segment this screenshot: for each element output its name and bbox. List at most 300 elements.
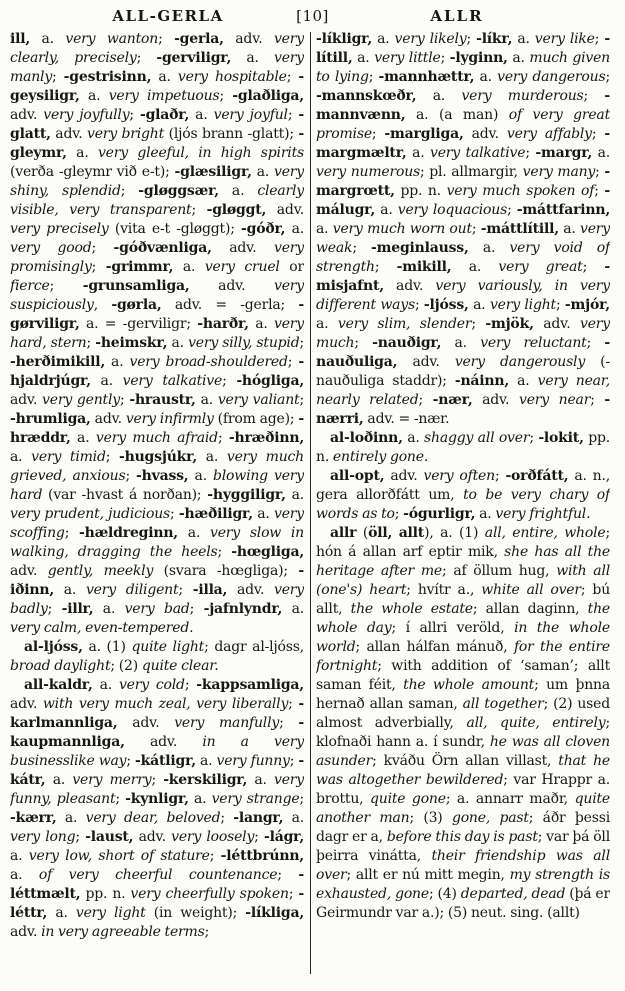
headword: -mannhættr, — [378, 69, 475, 85]
text-run: ; — [126, 753, 135, 769]
translation: very loquacious — [397, 202, 508, 218]
translation: very long — [10, 829, 76, 845]
page-number: [10] — [296, 7, 329, 25]
text-run: ; — [287, 354, 299, 370]
headword: -hugsjúkr, — [118, 449, 197, 465]
text-run: a. — [10, 867, 39, 883]
translation: all together — [462, 696, 544, 712]
translation: very valiant — [217, 392, 300, 408]
headword: -langr, — [233, 810, 284, 826]
text-run: ; — [189, 601, 204, 617]
headword: -máttlítill, — [480, 221, 559, 237]
text-run: a. — [167, 335, 189, 351]
text-run: adv. = -gerla; — [161, 297, 299, 313]
headword: -gleymr, — [10, 126, 304, 161]
headword: -hraustr, — [129, 392, 196, 408]
text-run: a. — [54, 582, 86, 598]
text-run: ; — [47, 601, 62, 617]
text-run: ; klofnaði hann a. í sundr, — [316, 715, 610, 750]
text-run: adv. — [533, 316, 580, 332]
dictionary-entry-paragraph — [316, 30, 610, 429]
text-run: ; í allri veröld, — [391, 620, 515, 636]
translation: in the whole world — [316, 620, 610, 655]
text-run: ; — [136, 50, 157, 66]
text-run: ; — [125, 468, 137, 484]
text-run: a. — [416, 88, 462, 104]
text-run: ; — [354, 335, 373, 351]
text-run: ; allan hálfan mánuð, — [355, 639, 514, 655]
text-run: ; — [299, 335, 304, 351]
translation: the whole amount — [403, 677, 535, 693]
translation: very clearly, precisely — [10, 31, 304, 66]
text-run: ; — [394, 506, 404, 522]
text-run: a. — [188, 468, 214, 484]
translation: very funny — [216, 753, 290, 769]
text-run: ; — [525, 145, 536, 161]
text-run: a. — [93, 601, 125, 617]
translation: very good — [10, 240, 92, 256]
headword: allt — [398, 525, 425, 541]
text-run: a. — [47, 905, 76, 921]
text-run: (in weight); — [145, 905, 246, 921]
text-run: a. — [402, 430, 425, 446]
text-run: ; — [494, 468, 506, 484]
headword: -nær, — [432, 392, 473, 408]
text-run: a. — [90, 373, 123, 389]
text-run: a. — [178, 525, 211, 541]
text-run: ; pl. allmargir, — [420, 164, 523, 180]
text-run: ; — [191, 202, 207, 218]
dictionary-entry-paragraph — [10, 638, 304, 676]
headword: -geysiligr, — [10, 69, 304, 104]
text-run: ; — [440, 50, 450, 66]
text-run: ; — [204, 924, 210, 940]
text-run: a. — [592, 145, 610, 161]
translation: my strength is exhausted, gone — [316, 867, 610, 902]
text-run: ; — [591, 126, 605, 142]
text-run: ; allan daginn, — [472, 601, 588, 617]
translation: very dangerously — [454, 354, 586, 370]
headword: -kynligr, — [125, 791, 189, 807]
headword: -grimmr, — [105, 259, 174, 275]
headword: ill, — [10, 31, 31, 47]
header-left-guideword: ALL-GERLA — [112, 7, 224, 25]
text-run: a. = -gerviligr; — [79, 316, 198, 332]
translation: all, entire, whole — [484, 525, 606, 541]
text-run: ( — [356, 525, 369, 541]
text-run: a. — [173, 259, 205, 275]
translation: very variously, in very different ways — [316, 278, 610, 313]
translation: clearly visible, very transparent — [10, 183, 304, 218]
text-run: a. — [285, 221, 304, 237]
text-run: a. — [105, 354, 130, 370]
translation: very timid — [31, 449, 106, 465]
translation: very often — [423, 468, 495, 484]
text-run: (þá er Geirmundr var a.); (5) neut. sing. (allt) — [316, 886, 610, 921]
translation: with very much zeal, very liberally — [42, 696, 289, 712]
translation: departed, dead — [460, 886, 566, 902]
headword: -glæsiligr, — [174, 164, 252, 180]
text-run: a. — [188, 791, 212, 807]
text-run: (vita e-t -gløggt); — [108, 221, 242, 237]
text-run: ; — [583, 88, 605, 104]
text-run: (var -hvast á norðan); — [42, 487, 208, 503]
headword: -gørla, — [111, 297, 162, 313]
text-run: a. — [474, 69, 498, 85]
text-run: (verða -gleymr við e-t); — [10, 164, 175, 180]
left-column — [10, 30, 304, 976]
translation: very gently — [42, 392, 120, 408]
translation: very talkative — [122, 373, 223, 389]
text-run: a. — [468, 240, 510, 256]
text-run: ; — [529, 430, 539, 446]
text-run: ; — [466, 31, 477, 47]
headword: -gørviligr, — [10, 297, 304, 332]
text-run: adv. — [223, 31, 274, 47]
text-run: ; — [414, 297, 424, 313]
text-run: adv. — [133, 829, 172, 845]
headword: -nauðigr, — [372, 335, 442, 351]
headword: -misjafnt, — [316, 259, 610, 294]
text-run: a. — [10, 449, 32, 465]
translation: gently, meekly — [47, 563, 154, 579]
text-run: ), a. (1) — [424, 525, 485, 541]
headword: -léttbrúnn, — [220, 848, 304, 864]
text-run: , — [93, 297, 112, 313]
translation: very light — [75, 905, 146, 921]
headword: -heimskr, — [95, 335, 168, 351]
text-run: ; — [288, 696, 299, 712]
text-run: a. — [248, 316, 274, 332]
text-run: a. — [247, 772, 274, 788]
text-run: adv. — [472, 392, 520, 408]
headword: -mjök, — [485, 316, 534, 332]
headword: -illa, — [192, 582, 228, 598]
text-run: ; — [151, 772, 164, 788]
text-run: ; — [158, 31, 175, 47]
translation: quite another man — [316, 791, 610, 826]
headword: -hógliga, — [236, 373, 304, 389]
headword: allr — [330, 525, 357, 541]
translation: very low, short of stature — [28, 848, 210, 864]
translation: very dangerous — [497, 69, 606, 85]
translation: much given to lying — [316, 50, 610, 85]
text-run: adv. — [227, 582, 274, 598]
headword: -mannvænn, — [316, 88, 610, 123]
translation: very manfully — [174, 715, 280, 731]
translation: broad daylight — [10, 658, 111, 674]
translation: white all over — [481, 582, 581, 598]
text-run: (-nauðuliga staddr); — [316, 354, 610, 389]
text-run: ; (3) — [409, 810, 452, 826]
translation: before this day is past — [386, 829, 538, 845]
translation: very likely — [394, 31, 467, 47]
headword: -líkligr, — [316, 31, 373, 47]
text-run: a. — [189, 107, 214, 123]
translation: he was all cloven asunder — [316, 734, 610, 769]
text-run: ; — [49, 278, 83, 294]
text-run: ; — [374, 259, 397, 275]
headword: -mikill, — [396, 259, 452, 275]
text-run: ; — [184, 677, 197, 693]
text-run: a. — [195, 753, 217, 769]
headword: -margr, — [535, 145, 593, 161]
dictionary-entry-paragraph — [316, 524, 610, 923]
headword: al-loðinn, — [330, 430, 403, 446]
headword: -ógurligr, — [403, 506, 476, 522]
headword: -margrœtt, — [316, 164, 610, 199]
text-run: a. — [151, 69, 178, 85]
text-run: a. — [218, 183, 258, 199]
translation: very shiny, splendid — [10, 164, 304, 199]
text-run: ; hón á allan arf eptir mik, — [316, 525, 610, 560]
translation: very manly — [10, 50, 304, 85]
text-run: adv. — [10, 696, 43, 712]
text-run: ; — [75, 829, 86, 845]
headword: -hræðinn, — [228, 430, 304, 446]
text-run: ; af öllum hug, — [442, 563, 557, 579]
text-run: adv. — [124, 734, 203, 750]
text-run: adv. — [117, 715, 175, 731]
headword: -margmæltr, — [316, 126, 610, 161]
headword: -hyggiligr, — [207, 487, 286, 503]
translation: very slim, slender — [337, 316, 472, 332]
text-run: pp. n. — [394, 183, 447, 199]
text-run: pp. n. — [80, 886, 131, 902]
headword: -kaupmannliga, — [10, 715, 304, 750]
translation: very diligent — [85, 582, 179, 598]
translation: very frightful. — [495, 506, 591, 522]
text-run: ; — [178, 582, 193, 598]
text-run: adv. — [10, 924, 42, 940]
headword: -ljóss, — [423, 297, 469, 313]
text-run: a. — [352, 50, 375, 66]
translation: entirely gone. — [332, 449, 429, 465]
translation: very bad — [124, 601, 190, 617]
headword: all-kaldr, — [24, 677, 93, 693]
headword: -harðr, — [197, 316, 249, 332]
text-run: ; var Hrappr a. brottu, — [316, 772, 610, 807]
translation: very reluctant — [480, 335, 587, 351]
headword: -góðvænliga, — [113, 240, 212, 256]
translation: very calm, even-tempered. — [10, 620, 194, 636]
translation: very like — [534, 31, 595, 47]
text-run: a. — [79, 88, 109, 104]
text-run: ; — [287, 107, 299, 123]
text-run: ; — [170, 506, 179, 522]
text-run: a. n., gera allorðfátt um, — [316, 468, 610, 503]
translation: very impetuous — [108, 88, 220, 104]
translation: very suspiciously — [10, 278, 304, 313]
text-run: a. — [30, 31, 66, 47]
translation: very much grieved, anxious — [10, 449, 304, 484]
headword: -lyginn, — [449, 50, 508, 66]
dictionary-entry-paragraph — [10, 676, 304, 942]
headword: -illr, — [61, 601, 94, 617]
text-run: or — [279, 259, 304, 275]
text-run: ; — [471, 221, 481, 237]
headword: -lítill, — [316, 31, 610, 66]
headword: -lágr, — [263, 829, 304, 845]
text-run: ; — [299, 392, 304, 408]
headword: -hjaldrjúgr, — [10, 354, 304, 389]
text-run: ; — [594, 31, 605, 47]
text-run: a. — [451, 259, 499, 275]
text-run: adv. — [266, 202, 304, 218]
text-run: ; — [590, 392, 605, 408]
text-run: ; — [582, 259, 605, 275]
text-run: ; — [86, 335, 96, 351]
text-run: adv. — [90, 411, 126, 427]
headword: -hæðiligr, — [178, 506, 253, 522]
text-run: adv. — [397, 354, 455, 370]
text-run: adv. — [383, 278, 436, 294]
text-run: ; — [119, 392, 130, 408]
text-columns — [0, 28, 625, 978]
translation: very little — [374, 50, 441, 66]
text-run: a. — [558, 221, 580, 237]
translation: very badly — [10, 582, 304, 617]
text-run: ; with addition of ‘saman’; allt saman féit, — [316, 658, 610, 693]
headword: -líkliga, — [245, 905, 304, 921]
text-run: ; — [129, 107, 140, 123]
text-run: a. (1) — [82, 639, 132, 655]
translation: very near — [519, 392, 591, 408]
text-run: adv. — [10, 392, 43, 408]
text-run: ; — [222, 373, 237, 389]
headword: -kátr, — [10, 753, 304, 788]
translation: very much worn out — [332, 221, 472, 237]
headword: -kátligr, — [135, 753, 196, 769]
headword: -kappsamliga, — [196, 677, 304, 693]
text-run: ; — [209, 848, 221, 864]
text-run: a. — [441, 335, 481, 351]
headword: -nærri, — [316, 392, 610, 427]
translation: for the entire fortnight — [316, 639, 610, 674]
text-run: a. — [375, 202, 398, 218]
translation: shaggy all over — [424, 430, 530, 446]
text-run: ; kváðu Örn allan villast, — [372, 753, 559, 769]
headword: -laust, — [85, 829, 134, 845]
translation: she has all the heritage after me — [316, 544, 610, 579]
text-run: a. — [406, 145, 431, 161]
text-run: ; — [605, 69, 610, 85]
translation: fierce — [10, 278, 50, 294]
text-run: a. — [468, 297, 490, 313]
headword: öll, — [368, 525, 393, 541]
text-run: adv. — [211, 240, 274, 256]
translation: very much — [316, 316, 610, 351]
dictionary-entry-paragraph — [10, 30, 304, 638]
translation: quite gone — [369, 791, 446, 807]
headword: -hœgliga, — [231, 544, 304, 560]
headword: -mjór, — [564, 297, 610, 313]
translation: very scoffing — [10, 506, 304, 541]
text-run: ; — [254, 829, 264, 845]
translation: very broad-shouldered — [129, 354, 288, 370]
headword: -náinn, — [454, 373, 510, 389]
translation: of very great promise — [316, 107, 610, 142]
translation: gone, past — [451, 810, 529, 826]
text-run: ; — [586, 335, 605, 351]
translation: very much afraid — [95, 430, 218, 446]
text-run: adv. = -nær. — [363, 411, 450, 427]
text-run: ; a. annarr maðr, — [445, 791, 575, 807]
text-run: a. — [285, 487, 304, 503]
text-run: a. — [56, 810, 86, 826]
headword: -góðr, — [241, 221, 286, 237]
text-run: ; — [288, 886, 299, 902]
text-run: ; — [115, 791, 126, 807]
headword: -kærr, — [10, 810, 57, 826]
translation: very infirmly — [125, 411, 214, 427]
headword: all-opt, — [330, 468, 385, 484]
translation: very precisely — [10, 221, 109, 237]
translation: very funny, pleasant — [10, 772, 304, 807]
translation: very much spoken of — [446, 183, 595, 199]
translation: very hard, stern — [10, 316, 304, 351]
text-run: a. (a man) — [405, 107, 509, 123]
text-run: pp. n. — [316, 430, 610, 465]
headword: -glaðr, — [139, 107, 190, 123]
text-run: ; dagr al-ljóss, — [204, 639, 304, 655]
headword: -grunsamliga, — [82, 278, 190, 294]
headword: -lokit, — [538, 430, 584, 446]
dictionary-entry-paragraph — [316, 467, 610, 524]
text-run: ; — [64, 525, 80, 541]
translation: in a very businesslike way — [10, 734, 304, 769]
text-run: a. — [282, 601, 304, 617]
text-run: ; — [91, 259, 106, 275]
translation: very merry — [72, 772, 152, 788]
text-run: adv. — [10, 563, 48, 579]
text-run: ; — [299, 791, 304, 807]
text-run: a. — [316, 221, 333, 237]
text-run: a. — [507, 50, 530, 66]
running-head — [0, 0, 625, 28]
translation: very cruel — [204, 259, 280, 275]
headword: -glatt, — [10, 107, 304, 142]
translation: very weak — [316, 221, 610, 256]
text-run: ; — [595, 164, 605, 180]
translation: very near, nearly related — [316, 373, 610, 408]
text-run: adv. — [384, 468, 424, 484]
translation: to be very chary of words as to — [316, 487, 610, 522]
headword: -hældreginn, — [79, 525, 178, 541]
text-run: adv. — [463, 126, 507, 142]
translation: very slow in walking, dragging the heels — [10, 525, 304, 560]
translation: of very cheerful countenance — [38, 867, 278, 883]
text-run: ; — [368, 69, 379, 85]
right-column — [316, 30, 610, 976]
text-run: a. — [195, 392, 218, 408]
text-run: ; — [279, 715, 299, 731]
text-run: ; — [418, 392, 433, 408]
translation: very wanton — [65, 31, 159, 47]
translation: very promisingly — [10, 240, 304, 275]
text-run: ; — [52, 69, 64, 85]
headword: -mannskœðr, — [316, 88, 417, 104]
translation: very void of strength — [316, 240, 610, 275]
translation: all, quite, entirely — [466, 715, 606, 731]
text-run: ; um þnna hernað allan saman, — [316, 677, 610, 712]
text-run: ; (2) — [110, 658, 142, 674]
translation: very cheerfully spoken — [130, 886, 289, 902]
headword: -léttmælt, — [10, 867, 304, 902]
headword: -iðinn, — [10, 563, 304, 598]
header-right-guideword: ALLR — [430, 7, 484, 25]
text-run: a. — [316, 316, 338, 332]
